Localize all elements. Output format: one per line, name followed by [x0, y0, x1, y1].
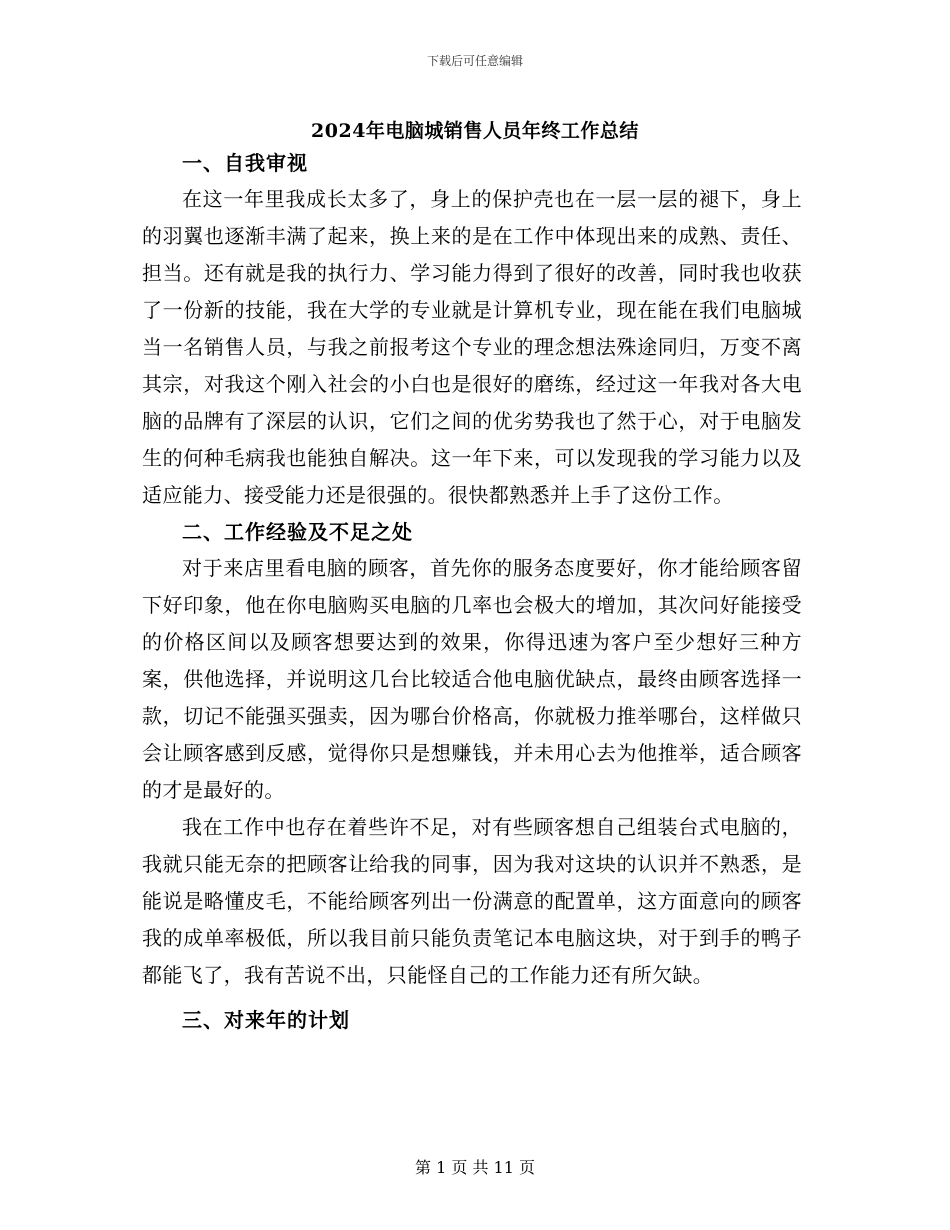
header-note: 下载后可任意编辑: [426, 54, 523, 68]
paragraph-work-experience: 对于来店里看电脑的顾客，首先你的服务态度要好，你才能给顾客留下好印象，他在你电脑购买电脑的几率也会极大的增加，其次问好能接受的价格区间以及顾客想要达到的效果，你得迅速为客户至少想好三种方案，供他选择，并说明这几台比较适合他电脑优缺点，最终由顾客选择一款，切记不能强买强卖，因为哪台价格高，你就极力推举哪台，这样做只会让顾客感到反感，觉得你只是想赚钱，并未用心去为他推举，适合顾客的才是最好的。: [142, 556, 802, 802]
section-heading-next-year-plan: 三、对来年的计划: [182, 1008, 350, 1032]
document-body: [142, 145, 802, 1038]
paragraph-shortcomings: 我在工作中也存在着些许不足，对有些顾客想自己组装台式电脑的，我就只能无奈的把顾客让给我的同事，因为我对这块的认识并不熟悉，是能说是略懂皮毛，不能给顾客列出一份满意的配置单，这方面意向的顾客我的成单率极低，所以我目前只能负责笔记本电脑这块，对于到手的鸭子都能飞了，我有苦说不出，只能怪自己的工作能力还有所欠缺。: [142, 815, 802, 987]
page-number-footer: 第 1 页 共 11 页: [415, 1158, 535, 1177]
section-heading-work-experience: 二、工作经验及不足之处: [182, 520, 413, 544]
paragraph-self-review: 在这一年里我成长太多了，身上的保护壳也在一层一层的褪下，身上的羽翼也逐渐丰满了起来，换上来的是在工作中体现出来的成熟、责任、担当。还有就是我的执行力、学习能力得到了很好的改善，同时我也收获了一份新的技能，我在大学的专业就是计算机专业，现在能在我们电脑城当一名销售人员，与我之前报考这个专业的理念想法殊途同归，万变不离其宗，对我这个刚入社会的小白也是很好的磨练，经过这一年我对各大电脑的品牌有了深层的认识，它们之间的优劣势我也了然于心，对于电脑发生的何种毛病我也能独自解决。这一年下来，可以发现我的学习能力以及适应能力、接受能力还是很强的。很快都熟悉并上手了这份工作。: [142, 187, 802, 507]
section-heading-self-review: 一、自我审视: [182, 151, 308, 175]
document-title: 2024年电脑城销售人员年终工作总结: [311, 120, 639, 142]
section-gap: [142, 994, 802, 1002]
